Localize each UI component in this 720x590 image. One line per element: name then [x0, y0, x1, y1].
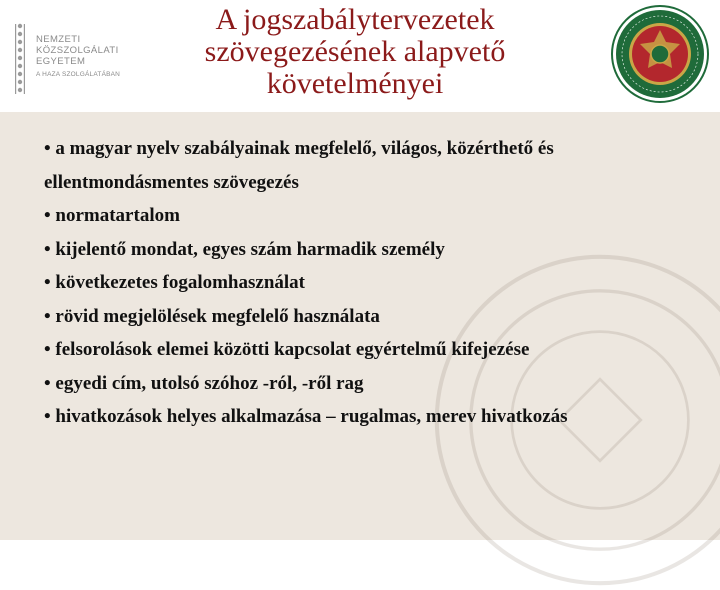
logo-tagline: A HAZA SZOLGÁLATÁBAN [36, 71, 121, 78]
title-line-3: követelményei [266, 67, 444, 100]
bullet-item: • normatartalom [44, 205, 180, 226]
logo-text [36, 34, 120, 80]
title-line-1: A jogszabálytervezetek [215, 3, 495, 36]
logo-line-2: KÖZSZOLGÁLATI [36, 45, 119, 56]
bullet-item: • következetes fogalomhasználat [44, 272, 305, 293]
logo-line-3: EGYETEM [36, 56, 86, 67]
bullet-item: • egyedi cím, utolsó szóhoz -ról, -ről rag [44, 372, 364, 394]
logo-line-1: NEMZETI [36, 34, 81, 45]
title-line-2: szövegezésének alapvető [204, 35, 506, 68]
bullet-item: • a magyar nyelv szabályainak megfelelő, világos, közérthető és ellentmondásmentes szövegezés [44, 138, 554, 193]
slide-title [150, 4, 560, 100]
bullet-item: • rövid megjelölések megfelelő használata [44, 305, 380, 327]
bullet-item: • felsorolások elemei közötti kapcsolat egyértelmű kifejezése [44, 339, 530, 360]
logo-emblem-icon [12, 20, 28, 100]
bullet-item: • kijelentő mondat, egyes szám harmadik személy [44, 238, 445, 260]
bullet-list [44, 132, 694, 434]
university-seal-icon [610, 4, 710, 104]
bullet-item: • hivatkozások helyes alkalmazása – rugalmas, merev hivatkozás [44, 406, 568, 427]
university-logo [12, 20, 152, 100]
